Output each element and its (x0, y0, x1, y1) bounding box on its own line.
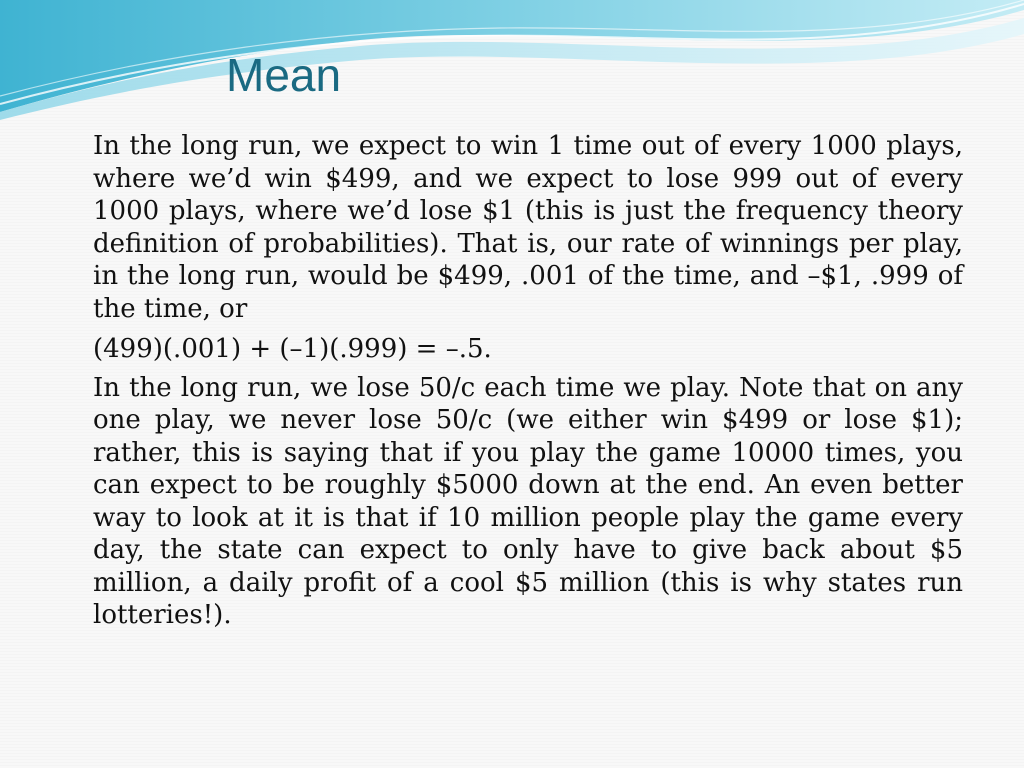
slide-title: Mean (226, 49, 342, 101)
body-equation: (499)(.001) + (–1)(.999) = –.5. (93, 334, 492, 364)
slide-body (93, 130, 963, 632)
header-wave-decoration (0, 0, 1024, 120)
body-paragraph-2: In the long run, we lose 50/c each time we play. Note that on any one play, we never lose 50/c (we either win $499 or lose $1); rather, this is saying that if you play the game 10000 times, you can expect to be roughly $5000 down at the end. An even better way to look at it is that if 10 million people play the game every day, the state can expect to only have to give back about $5 million, a daily profit of a cool $5 million (this is why states run lotteries!). (93, 372, 963, 630)
body-paragraph-1: In the long run, we expect to win 1 time out of every 1000 plays, where we’d win $499, and we expect to lose 999 out of every 1000 plays, where we’d lose $1 (this is just the frequency theory definition of probabilities). That is, our rate of winnings per play, in the long run, would be $499, .001 of the time, and –$1, .999 of the time, or (93, 131, 963, 324)
